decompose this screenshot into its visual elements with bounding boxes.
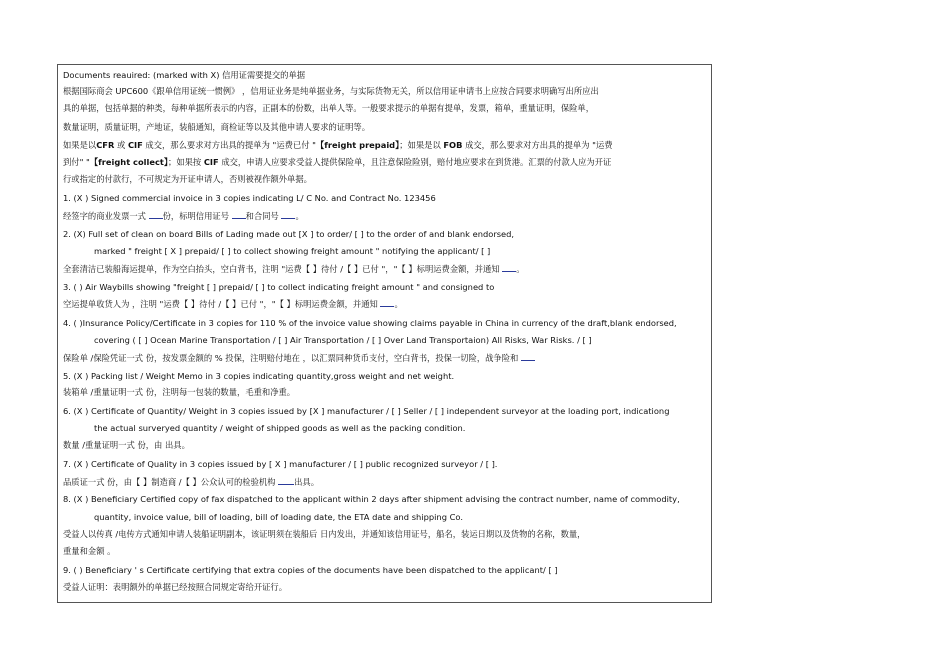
- text: % 投保，注明赔付地在 ，以汇票同种货币支付，空白背书，投保一切险，战争险和: [214, 353, 521, 363]
- text: 。: [295, 211, 304, 221]
- text: 保险单 /保险凭证一式: [63, 353, 146, 363]
- text: 和合同号: [245, 211, 282, 221]
- text: 出具。: [294, 477, 320, 487]
- text: ；如果是以: [399, 140, 444, 150]
- text: 。: [394, 299, 403, 309]
- text: 份，按发票金额的: [145, 353, 215, 363]
- item-8-en-line-2: quantity, invoice value, bill of loading, bill of loading date, the ETA date and shipping Co.: [94, 512, 463, 522]
- item-5-en: 5. (X ) Packing list / Weight Memo in 3 copies indicating quantity,gross weight and net weight.: [63, 371, 455, 381]
- text: 出具。: [164, 440, 190, 450]
- item-7-cn: [63, 476, 319, 488]
- item-6-en-line-2: the actual surveryed quantity / weight of shipped goods as well as the packing condition.: [94, 423, 466, 433]
- blank-underline: [232, 210, 246, 219]
- text: 如果是以: [63, 140, 97, 150]
- text-bold: CIF: [127, 140, 143, 150]
- text: 全套清洁已装船海运提单，作为空白抬头，空白背书，注明 "运费【 】待付 /【 】已付 "，"【 】标明运费金额，并通知: [63, 264, 503, 274]
- text: 数量 /重量证明一式: [63, 440, 138, 450]
- item-2-cn: [63, 263, 525, 275]
- text: 经签字的商业发票一式: [63, 211, 149, 221]
- item-8-cn-line-2: 重量和金额 。: [63, 546, 116, 556]
- text: 。: [516, 264, 525, 274]
- blank-underline: [521, 352, 535, 361]
- text-bold: 【freight prepaid】: [315, 140, 400, 150]
- text: 空运提单收货人为 ，注明 "运费【 】待付 /【 】已付 "，"【 】标明运费金额，并通知: [63, 299, 381, 309]
- blank-underline: [278, 476, 294, 485]
- item-9-en: 9. ( ) Beneficiary ' s Certificate certifying that extra copies of the documents have been dispatched to the applicant/ [ ]: [63, 565, 558, 575]
- item-8-cn: 受益人以传真 /电传方式通知申请人装船证明副本，该证明须在装船后 日内发出，并通知该信用证号，船名，装运日期以及货物的名称，数量，: [63, 529, 586, 539]
- blank-underline: [149, 210, 163, 219]
- item-4-en-line-2: covering ( [ ] Ocean Marine Transportation / [ ] Air Transportation / [ ] Over Land Transportaion) All Risks, War Risks. / [ ]: [94, 335, 592, 345]
- intro-line-6: 行或指定的付款行，不可规定为开证申请人，否则被视作额外单据。: [63, 174, 312, 184]
- heading: Documents reauired: (marked with X) 信用证需要提交的单据: [63, 70, 306, 80]
- item-1-cn: [63, 210, 304, 222]
- intro-line-3: 数量证明，质量证明，产地证，装船通知，商检证等以及其他申请人要求的证明等。: [63, 122, 370, 132]
- text: 份，注明每一包装的数量，毛重和净重。: [145, 387, 296, 397]
- item-4-en: 4. ( )Insurance Policy/Certificate in 3 copies for 110 % of the invoice value showing claims payable in China in currency of the draft,blank endorsed,: [63, 318, 677, 328]
- text: 品质证一式 份，由【 】制造商 /【 】公众认可的检验机构: [63, 477, 279, 487]
- item-3-en: 3. ( ) Air Waybills showing "freight [ ] prepaid/ [ ] to collect indicating freight amount " and consigned to: [63, 282, 495, 292]
- item-5-cn: [63, 387, 295, 398]
- blank-underline: [281, 210, 295, 219]
- text: 份，由: [137, 440, 165, 450]
- text: ；如果按: [168, 157, 204, 167]
- item-2-en: 2. (X) Full set of clean on board Bills of Lading made out [X ] to order/ [ ] to the order of and blank endorsed,: [63, 229, 515, 239]
- text: 成交，那么要求对方出具的提单为 "运费已付 ": [142, 140, 316, 150]
- intro-line-2: 具的单据，包括单据的种类，每种单据所表示的内容，正副本的份数，出单人等。一般要求提示的单据有提单，发票，箱单，重量证明，保险单，: [63, 103, 595, 113]
- item-6-en: 6. (X ) Certificate of Quantity/ Weight in 3 copies issued by [X ] manufacturer / [ ] Seller / [ ] independent surveyor at the loading port, indicationg: [63, 406, 670, 416]
- intro-line-5: [63, 157, 611, 168]
- blank-underline: [502, 263, 516, 272]
- text-bold: FOB: [443, 140, 463, 150]
- text: 成交，申请人应要求受益人提供保险单，且注意保险险别，赔付地应要求在到货港。汇票的付款人应为开证: [218, 157, 612, 167]
- item-4-cn: [63, 352, 535, 364]
- text-bold: CIF: [203, 157, 219, 167]
- item-6-cn: [63, 440, 190, 451]
- text: 份，标明信用证号: [162, 211, 232, 221]
- text: 到付" ": [63, 157, 90, 167]
- text: 成交，那么要求对方出具的提单为 "运费: [462, 140, 613, 150]
- intro-line-1: 根据国际商会 UPC600《跟单信用证统一惯例》 ，信用证业务是纯单据业务，与实际货物无关，所以信用证申请书上应按合同要求明确写出所应出: [63, 86, 599, 96]
- item-8-en: 8. (X ) Beneficiary Certified copy of fax dispatched to the applicant within 2 days after shipment advising the contract number, name of commodity,: [63, 494, 680, 504]
- text-bold: CFR: [96, 140, 115, 150]
- item-2-en-line-2: marked " freight [ X ] prepaid/ [ ] to collect showing freight amount " notifying the applicant/ [ ]: [94, 246, 491, 256]
- text: 装箱单 /重量证明一式: [63, 387, 146, 397]
- item-1-en: 1. (X ) Signed commercial invoice in 3 copies indicating L/ C No. and Contract No. 123456: [63, 193, 436, 203]
- item-9-cn: 受益人证明：表明额外的单据已经按照合同规定寄给开证行。: [63, 582, 288, 592]
- item-7-en: 7. (X ) Certificate of Quality in 3 copies issued by [ X ] manufacturer / [ ] public recognized surveyor / [ ].: [63, 459, 498, 469]
- blank-underline: [380, 298, 394, 307]
- intro-line-4: [63, 140, 613, 151]
- item-3-cn: [63, 298, 403, 310]
- text-bold: 【freight collect】: [89, 157, 169, 167]
- text: 或: [114, 140, 128, 150]
